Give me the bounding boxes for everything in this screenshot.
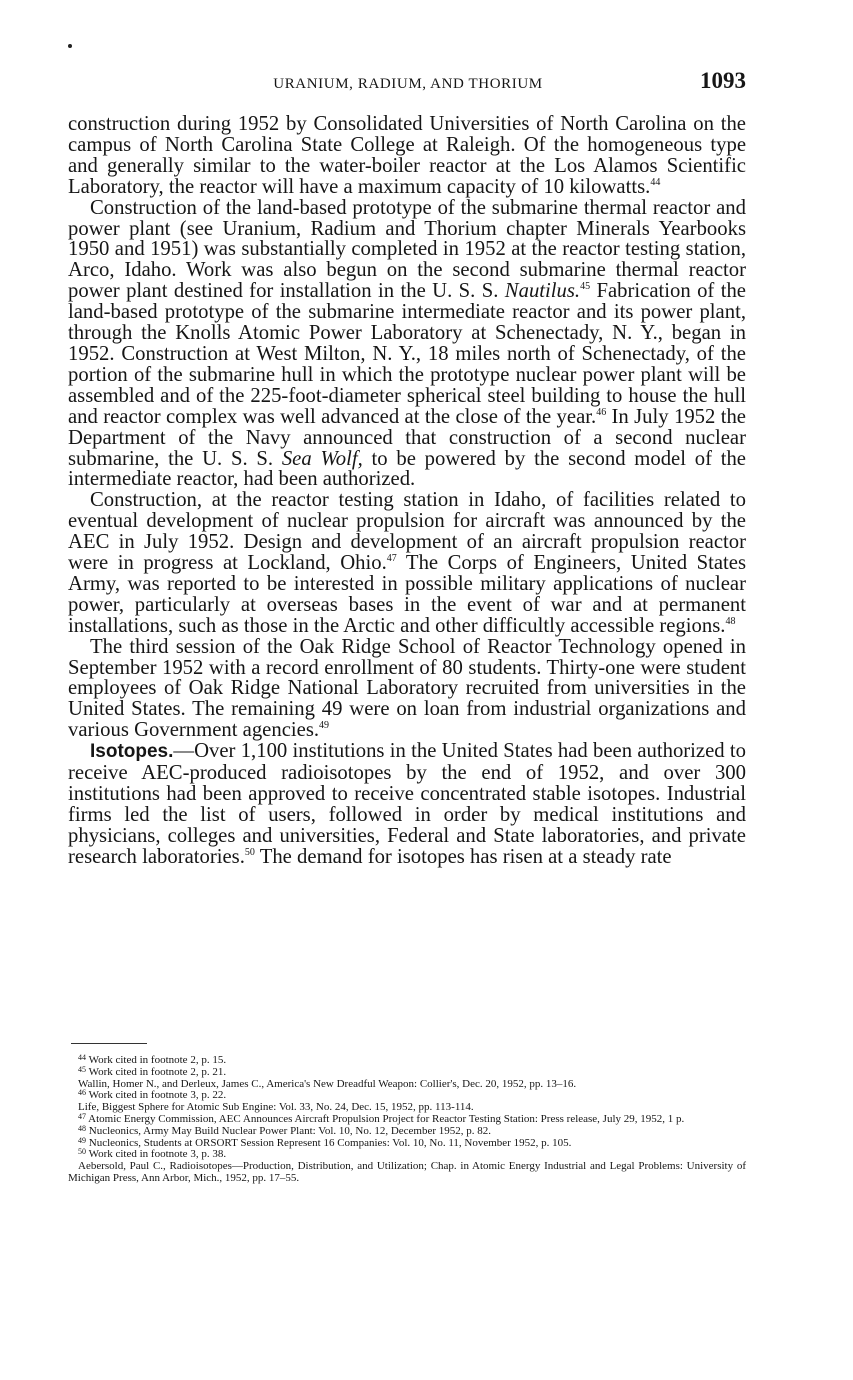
paragraph bbox=[68, 741, 746, 867]
footnote-text: Life, Biggest Sphere for Atomic Sub Engine: Vol. 33, No. 24, Dec. 15, 1952, pp. 113-114. bbox=[78, 1101, 474, 1114]
footnote-marker: 50 bbox=[78, 1147, 86, 1157]
footnote-ref: 44 bbox=[650, 176, 661, 188]
footnote-marker: 47 bbox=[78, 1111, 86, 1121]
paragraph bbox=[68, 114, 746, 198]
italic-text: Nautilus. bbox=[504, 280, 581, 303]
text-segment: —Over 1,100 institutions in the United States had been authorized to receive AEC-produced radioisotopes by the end of 1952, and over 300 institutions had been approved to receive concentrated stable isotopes. Industrial firms led the list of users, followed in order by medical institutions and physicians, colleges and universities, Federal and State laboratories, and private research laboratories. bbox=[68, 740, 746, 868]
footnote-ref: 49 bbox=[319, 720, 330, 732]
page-header bbox=[68, 68, 748, 104]
footnote-text: Wallin, Homer N., and Derleux, James C., America's New Dreadful Weapon: Collier's, Dec. 20, 1952, pp. 13–16. bbox=[78, 1077, 577, 1090]
footnote-text: Aebersold, Paul C., Radioisotopes—Production, Distribution, and Utilization; Chap. in Atomic Energy Industrial and Legal Problems: University of Michigan Press, Ann Arbor, Mich., 1952, pp. 17–55. bbox=[68, 1160, 746, 1184]
section-run-in-heading: Isotopes. bbox=[90, 741, 174, 763]
paragraph bbox=[68, 490, 746, 636]
text-segment: Construction, at the reactor testing station in Idaho, of facilities related to eventual development of nuclear propulsion for aircraft was announced by the AEC in July 1952. Design and development of an aircraft propulsion reactor were in progress at Lockland, Ohio. bbox=[68, 489, 746, 575]
text-segment: The demand for isotopes has risen at a steady rate bbox=[254, 845, 672, 868]
footnote-text: Work cited in footnote 2, p. 21. bbox=[88, 1065, 227, 1078]
footnote-ref: 48 bbox=[725, 615, 736, 627]
page-number: 1093 bbox=[700, 68, 746, 93]
footnote-text: Nucleonics, Students at ORSORT Session Represent 16 Companies: Vol. 10, No. 11, November 1952, p. 105. bbox=[88, 1136, 572, 1149]
body-text bbox=[68, 114, 746, 868]
footnote-text: Work cited in footnote 2, p. 15. bbox=[88, 1054, 227, 1066]
text-segment: Fabrication of the land-based prototype of the submarine intermediate reactor and its power plant, through the Knolls Atomic Power Laboratory at Schenectady, N. Y., began in 1952. Construction at West Milton, N. Y., 18 miles north of Schenectady, of the portion of the submarine hull in which the prototype nuclear power plant will be assembled and of the 225-foot-diameter spherical steel building to house the hull and reactor complex was well advanced at the close of the year. bbox=[68, 280, 746, 428]
footnote-text: Work cited in footnote 3, p. 22. bbox=[88, 1089, 227, 1102]
stray-mark-dot bbox=[68, 44, 72, 48]
footnote-marker: 45 bbox=[78, 1064, 86, 1074]
text-segment: The third session of the Oak Ridge School of Reactor Technology opened in September 1952 with a record enrollment of 80 students. Thirty-one were student employees of Oak Ridge National Laboratory recruited from universities in the United States. The remaining 49 were on loan from industrial organizations and various Government agencies. bbox=[68, 635, 746, 742]
footnote bbox=[68, 1161, 746, 1185]
footnote-rule bbox=[71, 1043, 147, 1044]
text-segment: Construction of the land-based prototype of the submarine thermal reactor and power plant (see Uranium, Radium and Thorium chapter Minerals Yearbooks 1950 and 1951) was substantially completed in 1952 at the reactor testing station, Arco, Idaho. Work was also begun on the second submarine thermal reactor power plant destined for installation in the U. S. S. bbox=[68, 196, 746, 303]
footnote-text: Work cited in footnote 3, p. 38. bbox=[88, 1148, 227, 1161]
text-segment: construction during 1952 by Consolidated Universities of North Carolina on the campus of North Carolina State College at Raleigh. Of the homogeneous type and generally similar to the water-boiler reactor at the Los Alamos Scientific Laboratory, the reactor will have a maximum capacity of 10 kilowatts. bbox=[68, 113, 746, 198]
italic-text: Sea Wolf, bbox=[281, 447, 363, 470]
footnote-ref: 46 bbox=[596, 406, 607, 418]
running-title: URANIUM, RADIUM, AND THORIUM bbox=[273, 76, 543, 92]
footnote-ref: 45 bbox=[580, 281, 591, 293]
text-segment: to be powered by the second model of the intermediate reactor, had been authorized. bbox=[68, 447, 746, 491]
footnote-marker: 49 bbox=[78, 1135, 86, 1145]
paragraph bbox=[68, 198, 746, 491]
text-segment: The Corps of Engineers, United States Army, was reported to be interested in possible military applications of nuclear power, particularly at overseas bases in the event of war and at permanent installations, such as those in the Arctic and other difficultly accessible regions. bbox=[68, 552, 746, 637]
text-segment: In July 1952 the Department of the Navy announced that construction of a second nuclear submarine, the U. S. S. bbox=[68, 405, 746, 470]
footnote-ref: 47 bbox=[386, 553, 397, 565]
footnote-ref: 50 bbox=[244, 846, 255, 858]
footnote-marker: 46 bbox=[78, 1088, 86, 1098]
footnote-marker: 44 bbox=[78, 1053, 86, 1062]
footnotes bbox=[68, 1055, 746, 1185]
footnote-text: Atomic Energy Commission, AEC Announces Aircraft Propulsion Project for Reactor Testing Station: Press release, July 29, 1952, 1 p. bbox=[88, 1112, 685, 1125]
footnote-text: Nucleonics, Army May Build Nuclear Power Plant: Vol. 10, No. 12, December 1952, p. 82. bbox=[88, 1124, 492, 1137]
paragraph bbox=[68, 637, 746, 742]
footnote-marker: 48 bbox=[78, 1123, 86, 1133]
